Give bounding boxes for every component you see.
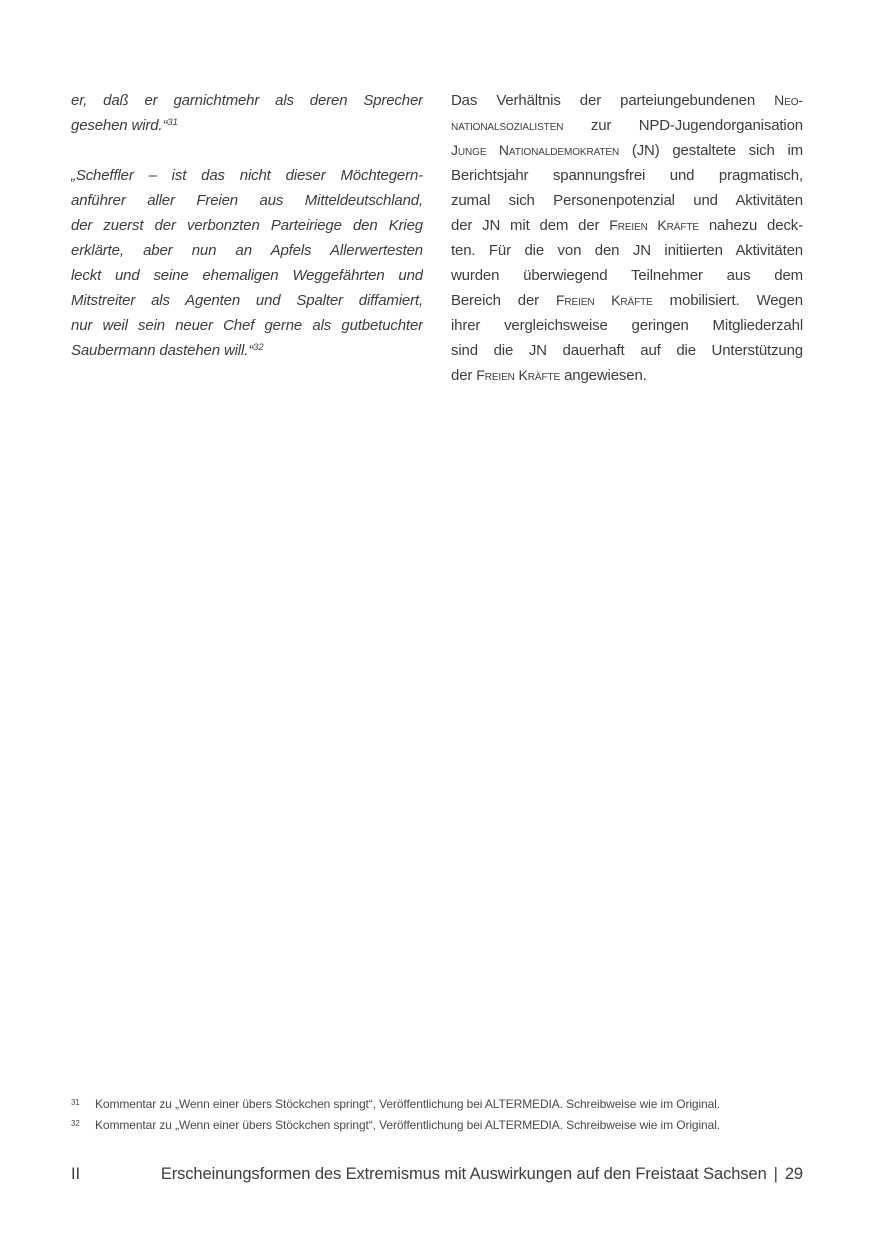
text-line — [71, 88, 423, 113]
paragraph — [71, 88, 423, 138]
text-line — [451, 113, 803, 138]
text-segment: Bereich der — [451, 292, 556, 309]
footnote-marker: 32 — [71, 1119, 80, 1128]
page-number: 29 — [784, 1165, 803, 1183]
text-segment: der zuerst der verbonzten Parteiriege den Krieg — [71, 217, 423, 234]
text-segment: (JN) gestaltete sich im — [619, 142, 803, 159]
text-line — [71, 263, 423, 288]
smallcaps-term: Junge Nationaldemokraten — [451, 142, 620, 158]
footnote-marker: 31 — [71, 1098, 80, 1107]
two-column-text — [71, 88, 803, 388]
text-segment: wurden überwiegend Teilnehmer aus dem — [451, 267, 803, 284]
text-segment: nur weil sein neuer Chef gerne als gutbetuchter — [71, 317, 423, 334]
text-segment: der — [451, 367, 477, 384]
smallcaps-term: Neo- — [774, 92, 803, 108]
text-segment: Saubermann dastehen will.“ — [71, 342, 254, 359]
text-line — [71, 213, 423, 238]
text-segment: er, daß er garnichtmehr als deren Sprecher — [71, 92, 423, 109]
footnote-ref: 31 — [167, 117, 178, 128]
text-segment: anführer aller Freien aus Mitteldeutschland, — [71, 192, 423, 209]
text-line — [71, 288, 423, 313]
paragraph — [451, 88, 803, 388]
text-segment: Mitstreiter als Agenten und Spalter diffamiert, — [71, 292, 423, 309]
text-line — [71, 163, 423, 188]
footnote-text: Kommentar zu „Wenn einer übers Stöckchen springt“, Veröffentlichung bei ALTERMEDIA. Schreibweise wie im Original. — [95, 1097, 720, 1111]
text-line — [71, 313, 423, 338]
text-segment: ten. Für die von den JN initiierten Aktivitäten — [451, 242, 803, 259]
text-line — [71, 338, 423, 363]
footnotes-block — [71, 1094, 803, 1136]
page-footer — [71, 1162, 803, 1187]
text-line — [451, 238, 803, 263]
running-title — [161, 1162, 803, 1187]
text-segment: der JN mit dem der — [451, 217, 610, 234]
text-segment: zur NPD-Jugendorganisation — [563, 117, 803, 134]
text-line — [71, 238, 423, 263]
text-line — [451, 288, 803, 313]
text-line — [451, 88, 803, 113]
footnote-ref: 32 — [253, 342, 264, 353]
text-line — [71, 188, 423, 213]
text-line — [451, 338, 803, 363]
section-title: Erscheinungsformen des Extremismus mit Auswirkungen auf den Freistaat Sachsen — [160, 1165, 767, 1183]
paragraph — [71, 163, 423, 363]
text-line — [71, 113, 423, 138]
text-segment: erklärte, aber nun an Apfels Allerwertesten — [71, 242, 423, 259]
left-column — [71, 88, 423, 388]
text-line — [451, 138, 803, 163]
text-segment: gesehen wird.“ — [71, 117, 168, 134]
text-segment: zumal sich Personenpotenzial und Aktivitäten — [451, 192, 803, 209]
footnote-item — [71, 1094, 803, 1115]
footer-separator: | — [773, 1165, 778, 1183]
chapter-number: II — [71, 1165, 80, 1183]
text-segment: angewiesen. — [560, 367, 647, 384]
text-segment: mobilisiert. Wegen — [652, 292, 803, 309]
text-segment: leckt und seine ehemaligen Weggefährten und — [71, 267, 423, 284]
text-line — [451, 263, 803, 288]
text-line — [451, 313, 803, 338]
footnote-item — [71, 1115, 803, 1136]
text-segment: Berichtsjahr spannungsfrei und pragmatisch, — [451, 167, 803, 184]
text-segment: ihrer vergleichsweise geringen Mitgliederzahl — [451, 317, 803, 334]
text-line — [451, 163, 803, 188]
text-line — [451, 363, 803, 388]
text-segment: nahezu deck- — [698, 217, 803, 234]
smallcaps-term: nationalsozialisten — [451, 117, 564, 133]
smallcaps-term: Freien Kräfte — [555, 292, 653, 308]
footnote-text: Kommentar zu „Wenn einer übers Stöckchen springt“, Veröffentlichung bei ALTERMEDIA. Schreibweise wie im Original. — [95, 1118, 720, 1132]
text-line — [451, 213, 803, 238]
text-segment: „Scheffler – ist das nicht dieser Möchtegern- — [71, 167, 423, 184]
smallcaps-term: Freien Kräfte — [476, 367, 561, 383]
smallcaps-term: Freien Kräfte — [609, 217, 699, 233]
text-segment: sind die JN dauerhaft auf die Unterstützung — [451, 342, 803, 359]
right-column — [451, 88, 803, 388]
text-segment: Das Verhältnis der parteiungebundenen — [451, 92, 775, 109]
text-line — [451, 188, 803, 213]
